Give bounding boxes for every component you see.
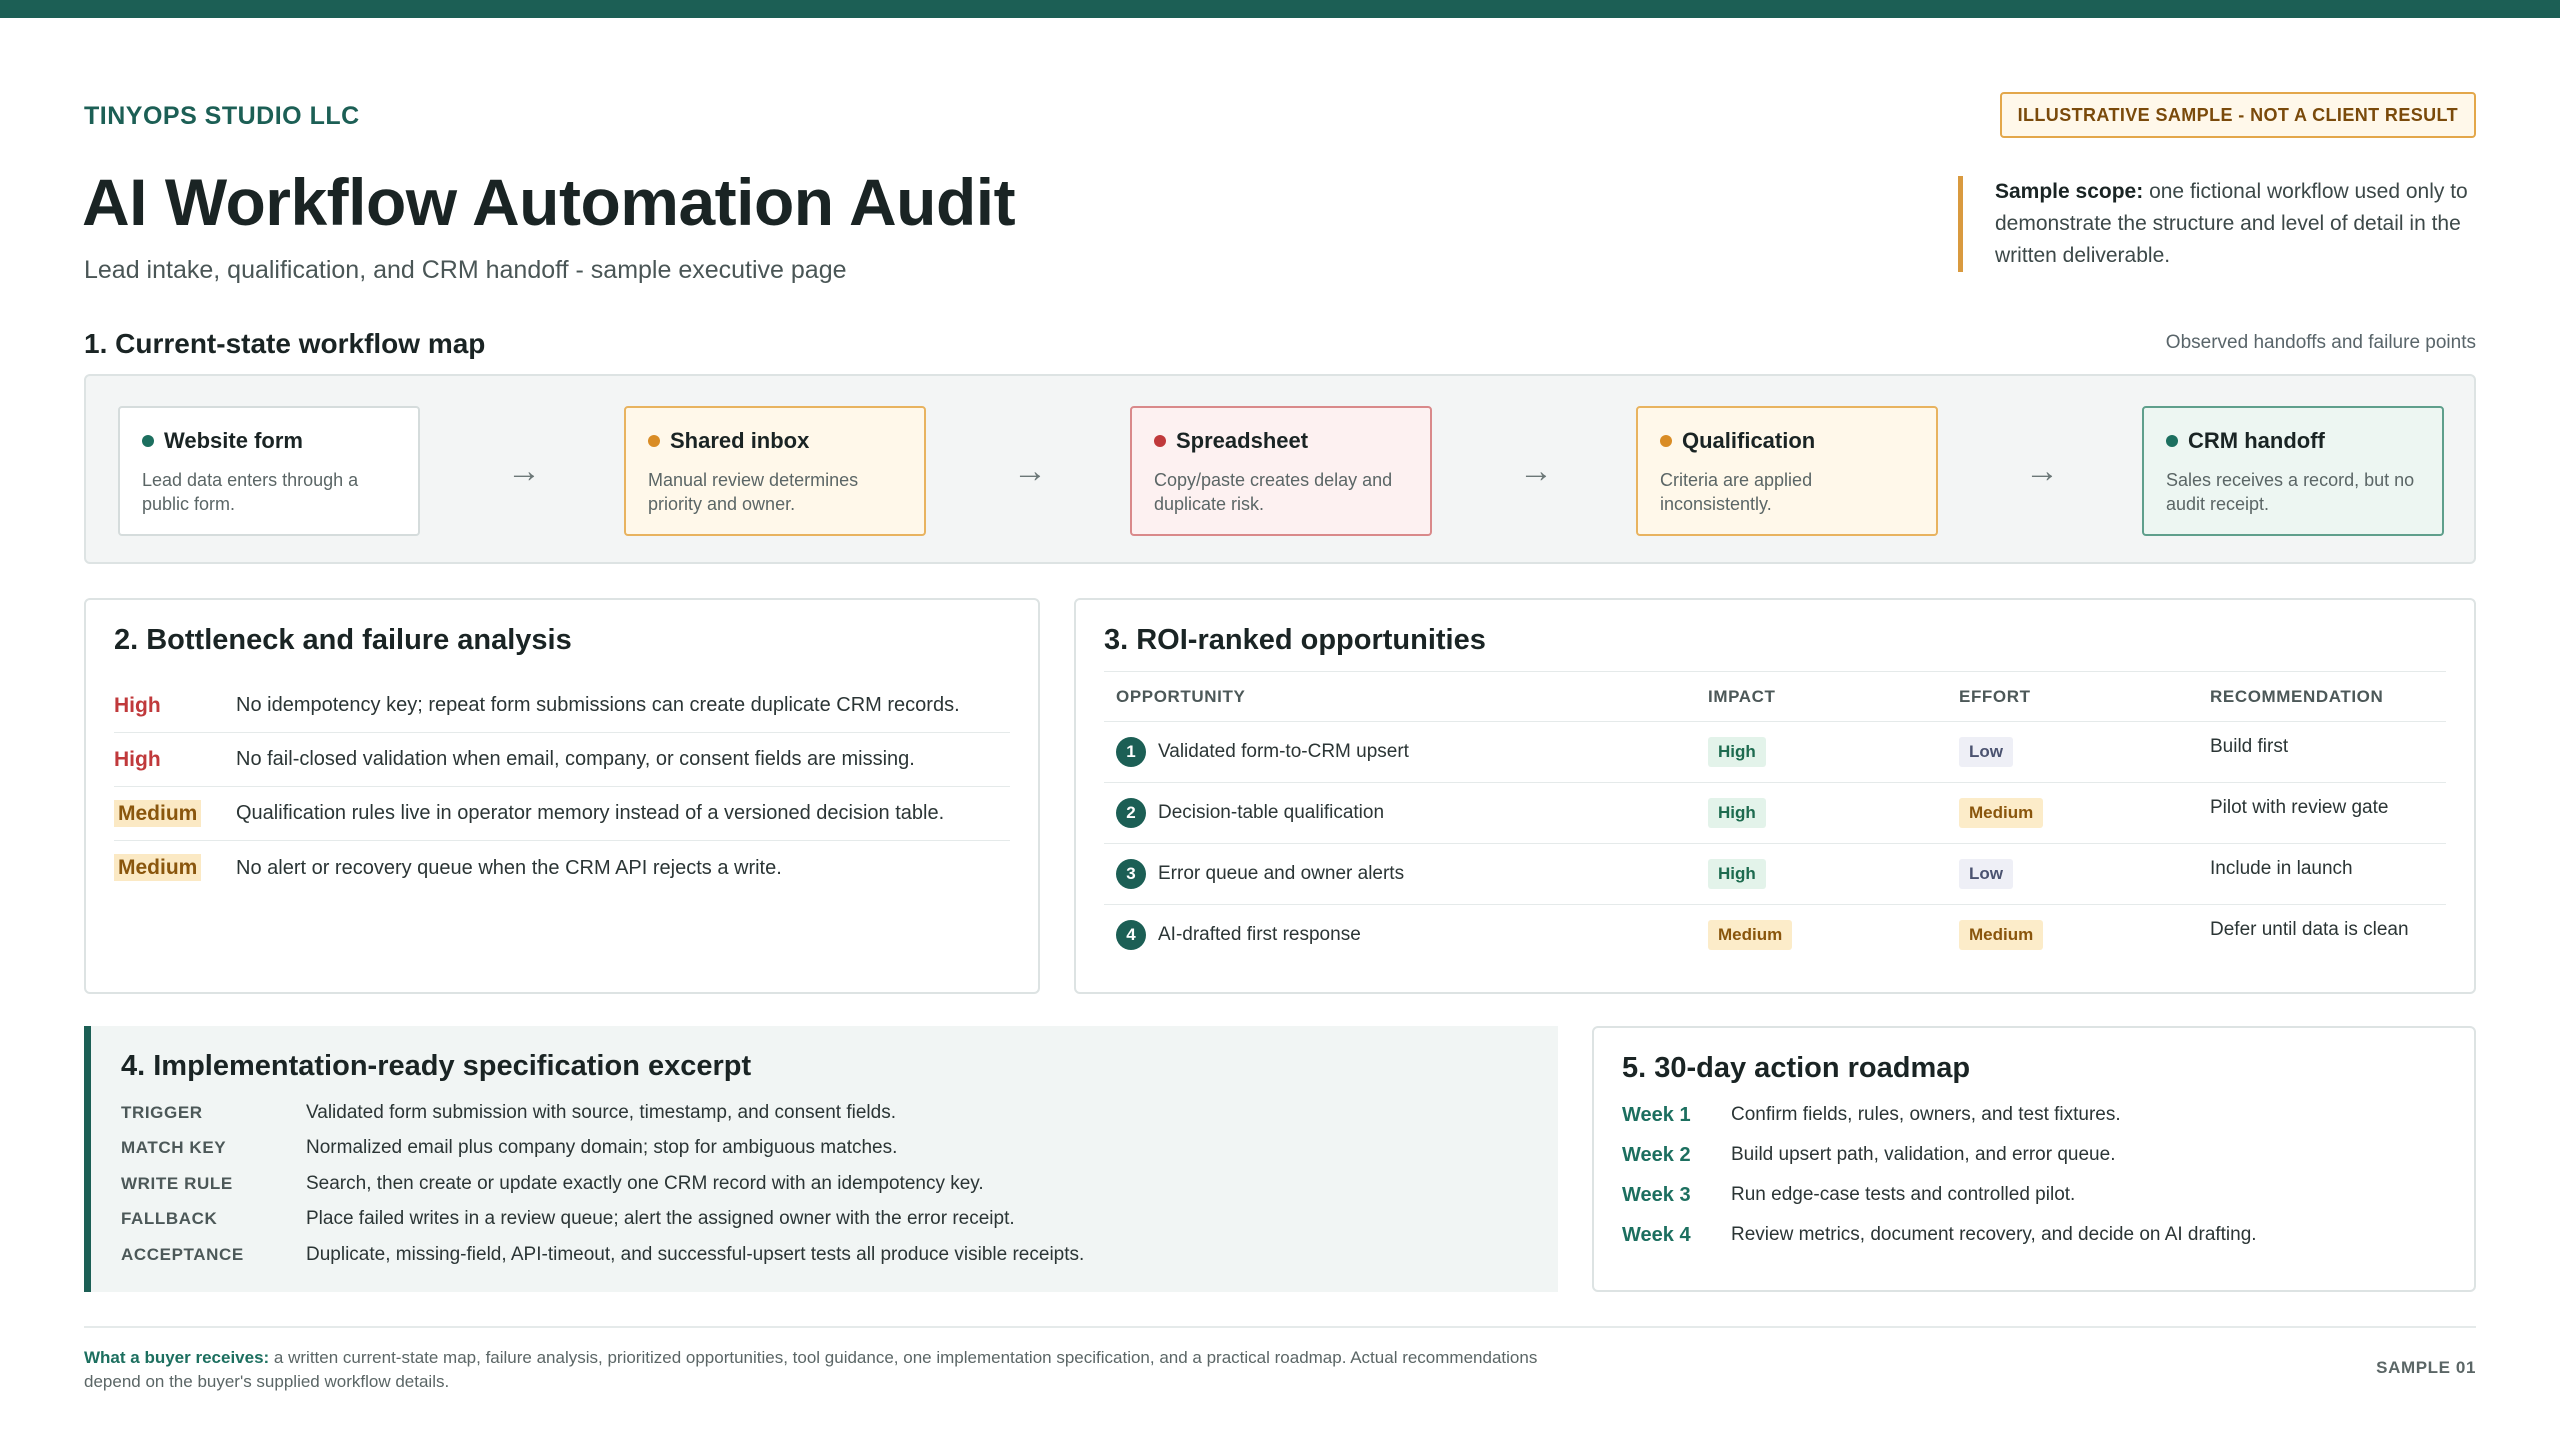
severity-label: Medium <box>114 854 201 881</box>
spec-key: FALLBACK <box>121 1209 218 1229</box>
scope-label: Sample scope: <box>1995 180 2144 203</box>
spec-row <box>121 1131 1528 1167</box>
arrow-right-icon: → <box>1013 452 1047 490</box>
spec-value: Normalized email plus company domain; stop for ambiguous matches. <box>306 1137 898 1159</box>
workflow-step-qualification <box>1636 406 1938 536</box>
spec-value: Duplicate, missing-field, API-timeout, and successful-upsert tests all produce visible receipts. <box>306 1243 1085 1265</box>
section-workflow-map-title: 1. Current-state workflow map <box>84 328 486 359</box>
failure-text: No idempotency key; repeat form submissions can create duplicate CRM records. <box>236 694 960 716</box>
opportunity-name: Validated form-to-CRM upsert <box>1158 741 1409 762</box>
footer-body: a written current-state map, failure analysis, prioritized opportunities, tool guidance, one implementation specification, and a practical roadmap. Actual recommendations depend on the buyer's supplied workflow details. <box>84 1348 1538 1391</box>
failure-row <box>114 787 1010 841</box>
workflow-step-title: Spreadsheet <box>1176 428 1309 453</box>
section-roadmap-title: 5. 30-day action roadmap <box>1622 1052 1971 1084</box>
company-name: TINYOPS STUDIO LLC <box>84 102 360 130</box>
table-row <box>1104 844 2446 905</box>
roadmap-row <box>1622 1135 2446 1175</box>
workflow-step-spreadsheet <box>1130 406 1432 536</box>
arrow-right-icon: → <box>2025 452 2059 490</box>
week-label: Week 1 <box>1622 1103 1691 1126</box>
arrow-right-icon: → <box>1519 452 1553 490</box>
status-dot-icon <box>2166 435 2178 447</box>
impact-badge: High <box>1708 798 1766 828</box>
spec-key: WRITE RULE <box>121 1173 233 1193</box>
rank-badge: 4 <box>1116 920 1146 950</box>
failure-text: No fail-closed validation when email, company, or consent fields are missing. <box>236 748 915 770</box>
sample-id: SAMPLE 01 <box>2376 1358 2476 1377</box>
week-label: Week 2 <box>1622 1143 1691 1166</box>
roadmap-row <box>1622 1095 2446 1135</box>
table-row <box>1104 783 2446 844</box>
roi-table <box>1104 671 2446 966</box>
workflow-step-title: Website form <box>164 428 303 453</box>
table-row <box>1104 722 2446 783</box>
severity-label: Medium <box>114 800 201 827</box>
workflow-step-desc: Criteria are applied inconsistently. <box>1660 470 1813 514</box>
roadmap-row <box>1622 1215 2446 1255</box>
week-text: Build upsert path, validation, and error queue. <box>1731 1144 2116 1165</box>
failure-text: Qualification rules live in operator memory instead of a versioned decision table. <box>236 802 945 824</box>
workflow-step-desc: Sales receives a record, but no audit receipt. <box>2166 470 2415 514</box>
spec-row <box>121 1095 1528 1131</box>
effort-badge: Medium <box>1959 920 2043 950</box>
status-dot-icon <box>1660 435 1672 447</box>
week-text: Review metrics, document recovery, and decide on AI drafting. <box>1731 1224 2257 1245</box>
spec-row <box>121 1166 1528 1202</box>
failure-row <box>114 841 1010 895</box>
workflow-step-crm-handoff <box>2142 406 2444 536</box>
workflow-step-desc: Manual review determines priority and owner. <box>648 470 859 514</box>
rank-badge: 2 <box>1116 798 1146 828</box>
spec-value: Search, then create or update exactly one CRM record with an idempotency key. <box>306 1172 984 1194</box>
spec-key: ACCEPTANCE <box>121 1244 244 1264</box>
bottleneck-analysis-panel <box>84 598 1040 994</box>
rank-badge: 1 <box>1116 737 1146 767</box>
workflow-step-desc: Copy/paste creates delay and duplicate risk. <box>1154 470 1393 514</box>
severity-cell <box>114 802 236 826</box>
severity-label: High <box>114 693 161 717</box>
section-spec-title: 4. Implementation-ready specification excerpt <box>121 1050 752 1082</box>
status-dot-icon <box>142 435 154 447</box>
top-brand-bar <box>0 0 2560 18</box>
workflow-step-title: Qualification <box>1682 428 1816 453</box>
opportunity-name: Error queue and owner alerts <box>1158 863 1405 884</box>
impact-badge: High <box>1708 859 1766 889</box>
spec-key: TRIGGER <box>121 1102 203 1122</box>
section-bottleneck-title: 2. Bottleneck and failure analysis <box>114 624 572 656</box>
failure-row <box>114 733 1010 787</box>
opportunity-name: AI-drafted first response <box>1158 924 1361 946</box>
workflow-step-shared-inbox <box>624 406 926 536</box>
spec-row <box>121 1202 1528 1238</box>
recommendation-text: Build first <box>2198 722 2446 783</box>
rank-badge: 3 <box>1116 859 1146 889</box>
effort-badge: Low <box>1959 737 2013 767</box>
week-label: Week 3 <box>1622 1183 1691 1206</box>
column-header-impact: IMPACT <box>1696 672 1947 722</box>
failure-row <box>114 679 1010 733</box>
effort-badge: Medium <box>1959 798 2043 828</box>
week-text: Confirm fields, rules, owners, and test fixtures. <box>1731 1104 2121 1125</box>
arrow-right-icon: → <box>507 452 541 490</box>
page-title: AI Workflow Automation Audit <box>82 165 1016 239</box>
status-dot-icon <box>1154 435 1166 447</box>
spec-row <box>121 1237 1528 1273</box>
spec-value: Place failed writes in a review queue; alert the assigned owner with the error receipt. <box>306 1208 1015 1230</box>
footer-divider <box>84 1326 2476 1328</box>
workflow-step-title: CRM handoff <box>2188 428 2325 453</box>
table-header-row <box>1104 672 2446 722</box>
column-header-effort: EFFORT <box>1947 672 2198 722</box>
section-workflow-map-note: Observed handoffs and failure points <box>2165 332 2476 353</box>
recommendation-text: Pilot with review gate <box>2198 783 2446 844</box>
table-row <box>1104 905 2446 966</box>
roi-opportunities-panel <box>1074 598 2476 994</box>
column-header-opportunity: OPPORTUNITY <box>1104 672 1696 722</box>
workflow-step-title: Shared inbox <box>670 428 810 453</box>
effort-badge: Low <box>1959 859 2013 889</box>
scope-text: one fictional workflow used only to demonstrate the structure and level of detail in the written deliverable. <box>1995 180 2468 267</box>
page-subtitle: Lead intake, qualification, and CRM handoff - sample executive page <box>84 256 847 284</box>
section-roi-title: 3. ROI-ranked opportunities <box>1104 624 1486 656</box>
sample-badge: ILLUSTRATIVE SAMPLE - NOT A CLIENT RESULT <box>2000 92 2476 138</box>
footer-note <box>84 1346 1564 1394</box>
workflow-map-panel <box>84 374 2476 564</box>
severity-cell <box>114 856 236 880</box>
week-text: Run edge-case tests and controlled pilot. <box>1731 1184 2076 1205</box>
recommendation-text: Defer until data is clean <box>2210 919 2409 940</box>
workflow-step-desc: Lead data enters through a public form. <box>142 470 359 514</box>
status-dot-icon <box>648 435 660 447</box>
recommendation-text: Include in launch <box>2198 844 2446 905</box>
specification-excerpt-panel <box>84 1026 1558 1292</box>
workflow-step-website-form <box>118 406 420 536</box>
impact-badge: High <box>1708 737 1766 767</box>
sample-scope-note <box>1958 176 2480 272</box>
failure-text: No alert or recovery queue when the CRM API rejects a write. <box>236 856 782 879</box>
spec-value: Validated form submission with source, timestamp, and consent fields. <box>306 1101 896 1123</box>
week-label: Week 4 <box>1622 1223 1691 1246</box>
spec-key: MATCH KEY <box>121 1138 227 1158</box>
impact-badge: Medium <box>1708 920 1792 950</box>
roadmap-panel <box>1592 1026 2476 1292</box>
severity-label: High <box>114 747 161 771</box>
footer-lead: What a buyer receives: <box>84 1348 270 1367</box>
column-header-recommendation: RECOMMENDATION <box>2198 672 2446 722</box>
roadmap-row <box>1622 1175 2446 1215</box>
opportunity-name: Decision-table qualification <box>1158 802 1385 823</box>
